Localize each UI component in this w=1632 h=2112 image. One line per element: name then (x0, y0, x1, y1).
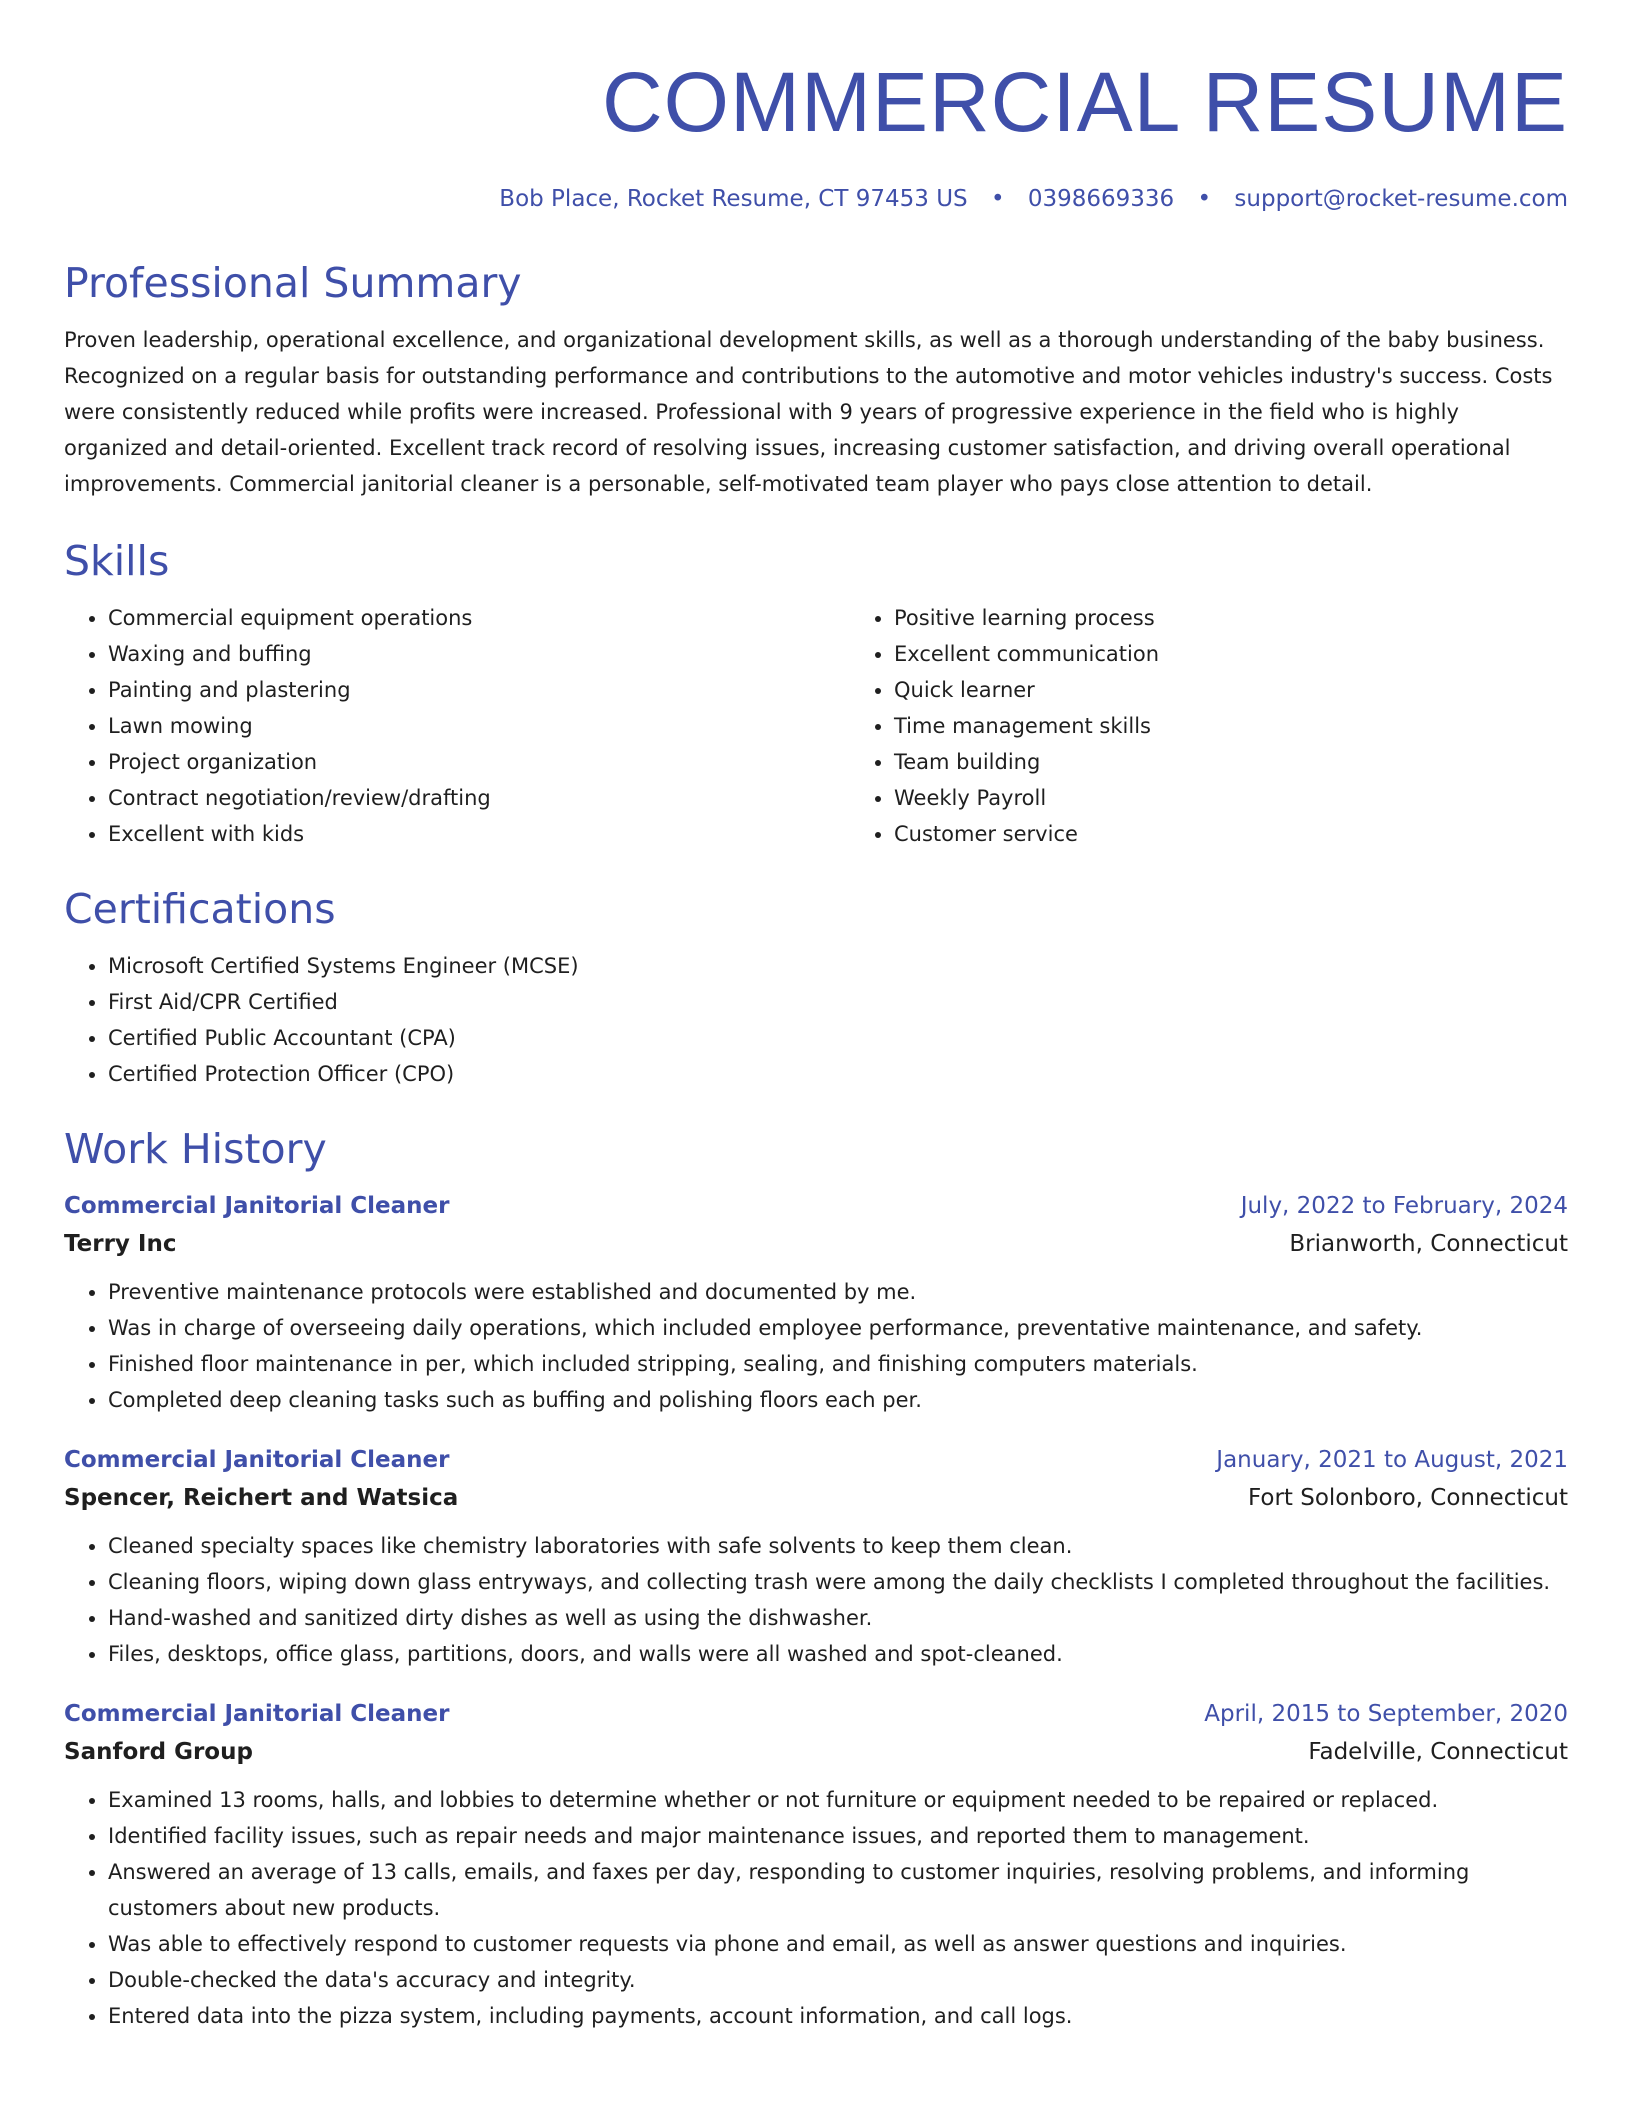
contact-address: Bob Place, Rocket Resume, CT 97453 US (499, 186, 968, 212)
skills-grid (64, 600, 1568, 852)
certifications-list (64, 948, 1568, 1092)
skill-item: • Customer service (894, 816, 1632, 852)
job-location: Fadelville, Connecticut (1308, 1739, 1568, 1765)
job-bullet: • Hand-washed and sanitized dirty dishes as well as using the dishwasher. (108, 1600, 1568, 1636)
skills-heading: Skills (64, 537, 170, 585)
job-dates: April, 2015 to September, 2020 (1204, 1701, 1568, 1727)
skill-item: • Excellent communication (894, 636, 1632, 672)
contact-email[interactable]: support@rocket-resume.com (1234, 186, 1568, 212)
skill-item: • Time management skills (894, 708, 1632, 744)
skill-item: • Quick learner (894, 672, 1632, 708)
job-bullets (64, 1782, 1568, 2034)
job-bullet: • Preventive maintenance protocols were established and documented by me. (108, 1274, 1568, 1310)
skills-section (64, 536, 1568, 852)
contact-line (64, 184, 1568, 214)
job-company-row (64, 1732, 1568, 1772)
certification-item: • Certified Protection Officer (CPO) (108, 1056, 1568, 1092)
contact-separator: • (990, 186, 1005, 212)
job-company-row (64, 1478, 1568, 1518)
contact-separator: • (1197, 186, 1212, 212)
job-bullet: • Entered data into the pizza system, including payments, account information, and call logs. (108, 1998, 1568, 2034)
resume-title: COMMERCIAL RESUME (602, 55, 1568, 149)
job-title-row (64, 1696, 1568, 1732)
skill-item: • Lawn mowing (108, 708, 850, 744)
skills-list-right (850, 600, 1632, 852)
skill-item: • Painting and plastering (108, 672, 850, 708)
job-title-row (64, 1188, 1568, 1224)
job-title-row (64, 1442, 1568, 1478)
work-history-heading: Work History (64, 1125, 327, 1173)
job-bullets (64, 1274, 1568, 1418)
job-location: Fort Solonboro, Connecticut (1247, 1485, 1568, 1511)
job-bullet: • Examined 13 rooms, halls, and lobbies to determine whether or not furniture or equipment needed to be repaired or replaced. (108, 1782, 1568, 1818)
skill-item: • Commercial equipment operations (108, 600, 850, 636)
summary-text: Proven leadership, operational excellence, and organizational development skills, as well as a thorough understanding of the baby business. Recognized on a regular basis for outstanding performance and contributions to the automotive and motor vehicles industry's success. Costs were consistently reduced while profits were increased. Professional with 9 years of progressive experience in the field who is highly organized and detail-oriented. Excellent track record of resolving issues, increasing customer satisfaction, and driving overall operational improvements. Commercial janitorial cleaner is a personable, self-motivated team player who pays close attention to detail. (64, 328, 1553, 496)
job-dates: January, 2021 to August, 2021 (1216, 1447, 1568, 1473)
skill-item: • Team building (894, 744, 1632, 780)
job-bullet: • Completed deep cleaning tasks such as buffing and polishing floors each per. (108, 1382, 1568, 1418)
job-title: Commercial Janitorial Cleaner (64, 1193, 450, 1219)
skill-item: • Weekly Payroll (894, 780, 1632, 816)
job-company: Sanford Group (64, 1739, 253, 1765)
work-history-section (64, 1124, 1568, 2034)
skills-list-left (64, 600, 850, 852)
certifications-section (64, 884, 1568, 1092)
skill-item: • Positive learning process (894, 600, 1632, 636)
job-bullet: • Was able to effectively respond to customer requests via phone and email, as well as answer questions and inquiries. (108, 1926, 1568, 1962)
job-bullet: • Was in charge of overseeing daily operations, which included employee performance, preventative maintenance, and safety. (108, 1310, 1568, 1346)
job-company: Spencer, Reichert and Watsica (64, 1485, 459, 1511)
job-bullet: • Files, desktops, office glass, partitions, doors, and walls were all washed and spot-cleaned. (108, 1636, 1568, 1672)
job-entry (64, 1188, 1568, 1418)
summary-section (64, 258, 1568, 502)
job-bullet: • Cleaned specialty spaces like chemistry laboratories with safe solvents to keep them clean. (108, 1528, 1568, 1564)
job-dates: July, 2022 to February, 2024 (1240, 1193, 1568, 1219)
certification-item: • Microsoft Certified Systems Engineer (MCSE) (108, 948, 1568, 984)
job-company-row (64, 1224, 1568, 1264)
job-company: Terry Inc (64, 1231, 177, 1257)
contact-phone[interactable]: 0398669336 (1027, 186, 1175, 212)
certifications-heading: Certifications (64, 885, 336, 933)
job-location: Brianworth, Connecticut (1289, 1231, 1568, 1257)
skill-item: • Waxing and buffing (108, 636, 850, 672)
skill-item: • Excellent with kids (108, 816, 850, 852)
job-bullet: • Answered an average of 13 calls, emails, and faxes per day, responding to customer inquiries, resolving problems, and informing customers about new products. (108, 1854, 1568, 1926)
job-bullet: • Finished floor maintenance in per, which included stripping, sealing, and finishing computers materials. (108, 1346, 1568, 1382)
job-bullets (64, 1528, 1568, 1672)
skill-item: • Contract negotiation/review/drafting (108, 780, 850, 816)
summary-heading: Professional Summary (64, 259, 522, 307)
job-entry (64, 1696, 1568, 2034)
job-bullet: • Cleaning floors, wiping down glass entryways, and collecting trash were among the daily checklists I completed throughout the facilities. (108, 1564, 1568, 1600)
job-title: Commercial Janitorial Cleaner (64, 1447, 450, 1473)
resume-header (64, 0, 1568, 214)
skill-item: • Project organization (108, 744, 850, 780)
certification-item: • First Aid/CPR Certified (108, 984, 1568, 1020)
certification-item: • Certified Public Accountant (CPA) (108, 1020, 1568, 1056)
job-bullet: • Identified facility issues, such as repair needs and major maintenance issues, and reported them to management. (108, 1818, 1568, 1854)
job-bullet: • Double-checked the data's accuracy and integrity. (108, 1962, 1568, 1998)
job-title: Commercial Janitorial Cleaner (64, 1701, 450, 1727)
job-entry (64, 1442, 1568, 1672)
